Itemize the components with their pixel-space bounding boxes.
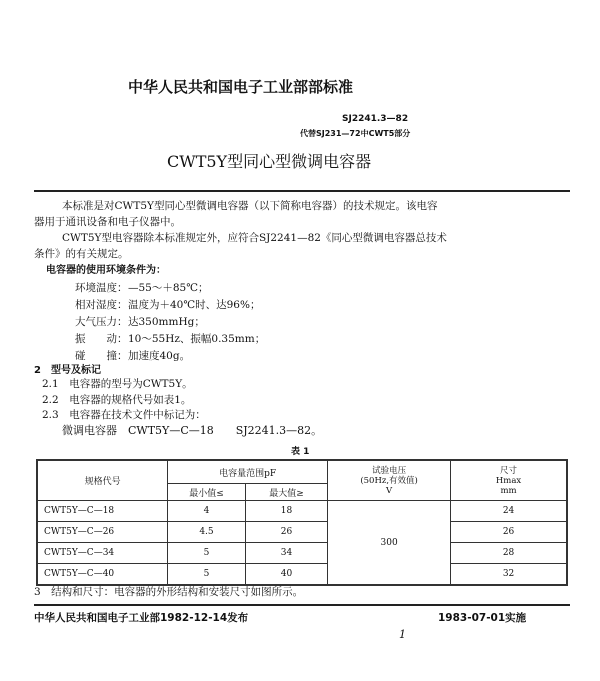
row-max: 34 [245,543,327,564]
row-max: 18 [245,501,327,522]
row-dimension: 24 [451,501,567,522]
test-voltage-value: 300 [328,501,451,586]
row-dimension: 32 [451,564,567,586]
env-shock-value: 加速度40g。 [128,350,191,362]
table-row [37,522,567,543]
table-row [37,501,567,522]
row-code: CWT5Y—C—26 [37,522,168,543]
document-title: CWT5Y型同心型微调电容器 [167,152,372,171]
header-dimension-line-1: 尺寸 [500,465,518,476]
paragraph-2-line-1: CWT5Y型电容器除本标准规定外，应符合SJ2241—82《同心型微调电容器总技术 [62,232,447,244]
env-humidity-label: 相对湿度： [75,299,128,311]
row-max: 40 [245,564,327,586]
header-dimension [451,460,567,501]
env-temperature-label: 环境温度： [75,282,128,294]
header-voltage-line-2: (50Hz,有效值) [360,475,418,486]
env-humidity-value: 温度为＋40℃时、达96%； [128,299,261,311]
effective-date: 1983-07-01实施 [438,612,527,624]
page-number: 1 [399,628,406,641]
standard-number: SJ2241.3—82 [342,114,409,124]
env-shock-label: 碰 撞： [75,350,128,362]
row-min: 5 [168,543,246,564]
header-dimension-line-2: Hmax [495,475,522,486]
header-max: 最大值≥ [245,484,327,501]
row-code: CWT5Y—C—40 [37,564,168,586]
row-code: CWT5Y—C—18 [37,501,168,522]
environment-heading: 电容器的使用环境条件为： [46,265,166,276]
section-2-2: 2.2 电容器的规格代号如表1。 [42,394,192,406]
paragraph-1-line-1: 本标准是对CWT5Y型同心型微调电容器（以下简称电容器）的技术规定。该电容 [62,200,438,212]
env-vibration-label: 振 动： [75,333,128,345]
footer-rule [34,604,570,606]
header-code: 规格代号 [37,460,168,501]
marking-example: 微调电容器 CWT5Y—C—18 SJ2241.3—82。 [62,424,323,437]
header-voltage-line-3: V [386,485,393,496]
replaces-note: 代替SJ231—72中CWT5部分 [300,129,411,138]
env-pressure-value: 达350mmHg； [128,316,205,328]
section-3: 3 结构和尺寸：电容器的外形结构和安装尺寸如图所示。 [34,586,304,598]
header-min: 最小值≤ [168,484,246,501]
row-dimension: 28 [451,543,567,564]
section-2-3: 2.3 电容器在技术文件中标记为： [42,409,206,421]
spec-table [36,459,568,586]
section-2-1: 2.1 电容器的型号为CWT5Y。 [42,378,193,390]
paragraph-2-line-2: 条件》的有关规定。 [34,248,129,260]
table-row [37,543,567,564]
paragraph-1-line-2: 器用于通讯设备和电子仪器中。 [34,216,181,228]
row-max: 26 [245,522,327,543]
issued-by: 中华人民共和国电子工业部1982-12-14发布 [34,612,249,624]
section-2-heading: 2 型号及标记 [34,365,101,376]
row-min: 4 [168,501,246,522]
header-rule [34,190,570,192]
header-voltage-line-1: 试验电压 [372,465,407,476]
env-vibration-value: 10～55Hz、振幅0.35mm； [128,333,266,345]
row-code: CWT5Y—C—34 [37,543,168,564]
row-min: 4.5 [168,522,246,543]
header-test-voltage [328,460,451,501]
env-temperature-value: —55～＋85℃； [128,282,209,294]
env-pressure-label: 大气压力： [75,316,128,328]
row-min: 5 [168,564,246,586]
table-row [37,564,567,586]
header-capacitance-range: 电容量范围pF [168,460,328,484]
header-dimension-line-3: mm [500,485,517,496]
row-dimension: 26 [451,522,567,543]
org-title: 中华人民共和国电子工业部部标准 [128,78,354,96]
table-caption: 表 1 [291,447,310,457]
